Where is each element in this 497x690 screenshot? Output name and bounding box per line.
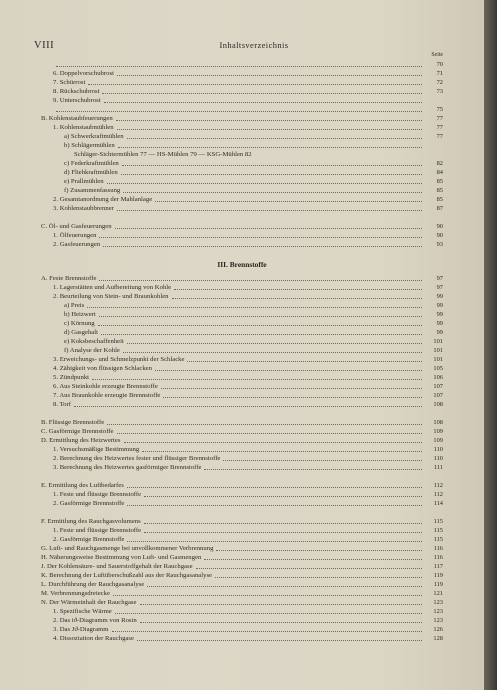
toc-entry-label: Schläger-Sichtermühlen 77 — HS-Mühlen 79 — KSG-Mühlen 82	[74, 151, 252, 158]
toc-entry-page: 93	[436, 241, 443, 248]
toc-entry-page: 101	[433, 356, 443, 363]
toc-entry	[41, 60, 443, 69]
dot-leader	[196, 567, 422, 569]
toc-entry-label: 1. Ölfeuerungen	[53, 232, 97, 239]
toc-entry-label: 2. Gesamtanordnung der Mahlanlage	[53, 196, 153, 203]
dot-leader	[101, 333, 422, 335]
toc-entry	[41, 598, 443, 607]
toc-entry	[41, 274, 443, 283]
toc-entry-label: 1. Kohlenstaubmühlen	[53, 124, 114, 131]
toc-entry-page: 116	[433, 554, 443, 561]
toc-entry	[41, 292, 443, 301]
toc-entry-page: 108	[433, 419, 443, 426]
dot-leader	[163, 396, 422, 398]
toc-entry-label: 2. Beurteilung von Stein- und Braunkohlen	[53, 293, 169, 300]
toc-entry	[41, 240, 443, 249]
toc-entry-page: 123	[433, 608, 443, 615]
toc-entry-label: a) Schwerkraftmühlen	[64, 133, 124, 140]
toc-entry	[41, 78, 443, 87]
dot-leader	[122, 164, 422, 166]
dot-leader	[127, 540, 422, 542]
dot-leader	[144, 531, 422, 533]
running-title: Inhaltsverzeichnis	[219, 40, 289, 50]
toc-entry	[41, 391, 443, 400]
toc-entry-page: 99	[436, 329, 443, 336]
dot-leader	[117, 209, 422, 211]
toc-entry-label: 2. Gasfeuerungen	[53, 241, 101, 248]
toc-entry-label: H. Näherungsweise Bestimmung von Luft- und Gasmengen	[41, 554, 202, 561]
toc-entry	[41, 195, 443, 204]
toc-entry-label: 2. Das iϑ-Diagramm von Rosin	[53, 617, 137, 624]
toc-entry-label: c) Federkraftmühlen	[64, 160, 119, 167]
toc-entry	[41, 132, 443, 141]
toc-entry-page: 119	[433, 581, 443, 588]
toc-entry-label: b) Schlägermühlen	[64, 142, 115, 149]
toc-entry-page: 77	[436, 133, 443, 140]
toc-entry-label: d) Gasgehalt	[64, 329, 98, 336]
toc-entry-label: 1. Feste und flüssige Brennstoffe	[53, 527, 142, 534]
toc-entry	[41, 355, 443, 364]
toc-entry	[41, 114, 443, 123]
toc-entry	[41, 337, 443, 346]
dot-leader	[123, 351, 422, 353]
toc-entry-page: 126	[433, 626, 443, 633]
toc-entry-label: 1. Versuchsmäßige Bestimmung	[53, 446, 140, 453]
dot-leader	[144, 495, 422, 497]
toc-entry-label: M. Verbrennungsdreiecke	[41, 590, 110, 597]
toc-entry-page: 77	[436, 115, 443, 122]
toc-entry-page: 116	[433, 545, 443, 552]
toc-entry-page: 85	[436, 196, 443, 203]
toc-entry-label: 8. Rückschubrost	[53, 88, 100, 95]
dot-leader	[118, 146, 422, 148]
toc-entry	[41, 481, 443, 490]
toc-entry-label: d) Fliehkraftmühlen	[64, 169, 118, 176]
toc-entry-page: 119	[433, 572, 443, 579]
toc-entry	[41, 87, 443, 96]
toc-entry-page: 115	[433, 527, 443, 534]
toc-entry-page: 101	[433, 347, 443, 354]
toc-entry-label: A. Feste Brennstoffe	[41, 275, 97, 282]
toc-entry-page: 123	[433, 599, 443, 606]
toc-entry	[41, 634, 443, 643]
page-header	[34, 40, 474, 54]
toc-entry	[41, 616, 443, 625]
dot-leader	[99, 279, 422, 281]
toc-entry-page: 97	[436, 275, 443, 282]
toc-entry-page: 90	[436, 232, 443, 239]
toc-entry-page: 108	[433, 401, 443, 408]
dot-leader	[99, 236, 422, 238]
dot-leader	[127, 342, 422, 344]
toc-entry	[41, 427, 443, 436]
toc-entry-label: f) Analyse der Kohle	[64, 347, 120, 354]
toc-entry	[41, 69, 443, 78]
toc-entry-label: E. Ermittlung des Luftbedarfes	[41, 482, 124, 489]
toc-entry	[41, 490, 443, 499]
toc-entry	[41, 571, 443, 580]
toc-entry	[41, 382, 443, 391]
toc-entry	[41, 436, 443, 445]
toc-entry-label: 9. Unterschubrost	[53, 97, 101, 104]
toc-entry	[41, 310, 443, 319]
dot-leader	[104, 101, 422, 103]
dot-leader	[147, 585, 422, 587]
toc-entry-label: f) Zusammenfassung	[64, 187, 121, 194]
dot-leader	[98, 324, 422, 326]
toc-entry-label: 7. Aus Braunkohle erzeugte Brennstoffe	[53, 392, 161, 399]
dot-leader	[123, 191, 422, 193]
toc-entry-page: 110	[433, 455, 443, 462]
dot-leader	[115, 227, 422, 229]
dot-leader	[99, 315, 422, 317]
dot-leader	[140, 603, 422, 605]
dot-leader	[127, 137, 422, 139]
toc-entry-page: 112	[433, 491, 443, 498]
toc-entry-label: J. Der Kohlensäure- und Sauerstoffgehalt der Rauchgase	[41, 563, 193, 570]
toc-entry	[41, 553, 443, 562]
page-folio: VIII	[34, 40, 55, 51]
table-of-contents	[41, 60, 443, 643]
toc-entry-page: 121	[433, 590, 443, 597]
toc-entry-label: K. Berechnung der Luftüberschußzahl aus der Rauchgasanalyse	[41, 572, 213, 579]
toc-entry	[41, 625, 443, 634]
toc-entry	[41, 364, 443, 373]
dot-leader	[124, 441, 423, 443]
toc-entry-label: c) Körnung	[64, 320, 95, 327]
toc-entry	[41, 186, 443, 195]
toc-entry	[41, 328, 443, 337]
dot-leader	[121, 173, 422, 175]
toc-entry-label: 2. Gasförmige Brennstoffe	[53, 536, 125, 543]
toc-entry	[41, 123, 443, 132]
toc-entry	[41, 283, 443, 292]
toc-entry	[41, 418, 443, 427]
toc-entry	[41, 535, 443, 544]
toc-entry	[41, 168, 443, 177]
dot-leader	[155, 200, 422, 202]
toc-entry-page: 97	[436, 284, 443, 291]
toc-entry-label: F. Ermittlung des Rauchgasvolumens	[41, 518, 141, 525]
dot-leader	[56, 110, 422, 112]
toc-entry-label: 3. Das Jϑ-Diagramm	[53, 626, 109, 633]
toc-entry	[41, 400, 443, 409]
toc-entry-page: 105	[433, 365, 443, 372]
toc-entry	[41, 445, 443, 454]
dot-leader	[87, 306, 422, 308]
toc-entry-page: 111	[433, 464, 443, 471]
toc-entry-page: 99	[436, 293, 443, 300]
toc-entry-label: 2. Berechnung des Heizwertes fester und flüssiger Brennstoffe	[53, 455, 221, 462]
dot-leader	[140, 621, 422, 623]
toc-entry-page: 107	[433, 392, 443, 399]
toc-entry-label: 3. Berechnung des Heizwertes gasförmiger Brennstoffe	[53, 464, 202, 471]
toc-entry	[41, 589, 443, 598]
toc-entry-label: 1. Lagerstätten und Aufbereitung von Kohle	[53, 284, 172, 291]
toc-entry	[41, 96, 443, 105]
toc-entry-page: 115	[433, 536, 443, 543]
dot-leader	[142, 450, 422, 452]
toc-entry	[41, 607, 443, 616]
section-title: III. Brennstoffe	[217, 260, 267, 269]
dot-leader	[204, 468, 422, 470]
toc-entry-page: 107	[433, 383, 443, 390]
toc-entry-label: G. Luft- und Rauchgasmenge bei unvollkommener Verbrennung	[41, 545, 214, 552]
dot-leader	[117, 128, 422, 130]
toc-entry-label: N. Der Wärmeinhalt der Rauchgase	[41, 599, 137, 606]
toc-entry-label: b) Heizwert	[64, 311, 96, 318]
toc-entry	[41, 526, 443, 535]
toc-entry-page: 110	[433, 446, 443, 453]
dot-leader	[116, 119, 422, 121]
toc-entry-label: B. Kohlenstaubfeuerungen	[41, 115, 113, 122]
toc-entry-page: 85	[436, 187, 443, 194]
toc-entry-label: 4. Dissoziation der Rauchgase	[53, 635, 134, 642]
toc-entry-page: 117	[433, 563, 443, 570]
toc-entry-label: 3. Kohlenstaubbrenner	[53, 205, 114, 212]
toc-entry-page: 99	[436, 311, 443, 318]
dot-leader	[102, 92, 422, 94]
dot-leader	[161, 387, 422, 389]
toc-entry	[41, 544, 443, 553]
dot-leader	[174, 288, 422, 290]
toc-entry	[41, 319, 443, 328]
toc-entry	[41, 222, 443, 231]
toc-entry	[41, 562, 443, 571]
toc-part-brennstoffe	[41, 274, 443, 643]
toc-entry-page: 109	[433, 428, 443, 435]
toc-entry-page: 87	[436, 205, 443, 212]
toc-entry-page: 112	[433, 482, 443, 489]
toc-entry	[41, 580, 443, 589]
toc-entry-label: 3. Erweichungs- und Schmelzpunkt der Schlacke	[53, 356, 185, 363]
toc-entry	[41, 159, 443, 168]
toc-entry	[41, 150, 443, 159]
dot-leader	[117, 432, 423, 434]
dot-leader	[88, 83, 422, 85]
toc-entry	[41, 301, 443, 310]
dot-leader	[112, 630, 423, 632]
dot-leader	[155, 369, 422, 371]
toc-entry-label: 7. Schürrost	[53, 79, 86, 86]
toc-entry-page: 70	[436, 61, 443, 68]
toc-entry	[41, 346, 443, 355]
toc-entry-page: 99	[436, 302, 443, 309]
dot-leader	[223, 459, 422, 461]
toc-entry	[41, 463, 443, 472]
toc-entry-page: 84	[436, 169, 443, 176]
toc-entry-page: 73	[436, 88, 443, 95]
toc-entry-label: 6. Doppelvorschubrost	[53, 70, 114, 77]
dot-leader	[187, 360, 422, 362]
toc-entry-page: 101	[433, 338, 443, 345]
toc-entry-label: a) Preis	[64, 302, 85, 309]
toc-part-heizungen	[41, 60, 443, 249]
toc-entry-label: 2. Gasförmige Brennstoffe	[53, 500, 125, 507]
toc-entry-label: 5. Zündpunkt	[53, 374, 90, 381]
dot-leader	[204, 558, 422, 560]
toc-entry-page: 99	[436, 320, 443, 327]
dot-leader	[215, 576, 422, 578]
dot-leader	[127, 486, 422, 488]
toc-entry-page: 109	[433, 437, 443, 444]
toc-entry	[41, 499, 443, 508]
toc-entry-label: 8. Torf	[53, 401, 71, 408]
toc-entry-page: 72	[436, 79, 443, 86]
toc-entry	[41, 105, 443, 114]
dot-leader	[103, 245, 422, 247]
toc-entry	[41, 454, 443, 463]
toc-entry-label: 6. Aus Steinkohle erzeugte Brennstoffe	[53, 383, 158, 390]
toc-entry-page: 90	[436, 223, 443, 230]
toc-entry	[41, 204, 443, 213]
toc-entry-label: C. Gasförmige Brennstoffe	[41, 428, 114, 435]
dot-leader	[117, 74, 422, 76]
toc-entry-label: 4. Zähigkeit von flüssigen Schlacken	[53, 365, 152, 372]
dot-leader	[127, 504, 422, 506]
dot-leader	[113, 594, 422, 596]
toc-entry-label: 1. Spezifische Wärme	[53, 608, 112, 615]
dot-leader	[56, 65, 422, 67]
page-edge-shadow	[484, 0, 497, 690]
dot-leader	[107, 423, 422, 425]
toc-entry	[41, 231, 443, 240]
toc-entry-label: D. Ermittlung des Heizwertes	[41, 437, 121, 444]
toc-entry-label: C. Öl- und Gasfeuerungen	[41, 223, 112, 230]
toc-entry	[41, 517, 443, 526]
toc-entry-page: 123	[433, 617, 443, 624]
toc-entry-page: 106	[433, 374, 443, 381]
toc-entry-label: e) Prallmühlen	[64, 178, 104, 185]
toc-entry-page: 114	[433, 500, 443, 507]
toc-entry-page: 71	[436, 70, 443, 77]
toc-entry-page: 75	[436, 106, 443, 113]
dot-leader	[172, 297, 422, 299]
toc-entry-page: 82	[436, 160, 443, 167]
dot-leader	[216, 549, 422, 551]
toc-entry-page: 77	[436, 124, 443, 131]
toc-entry	[41, 177, 443, 186]
page-column-heading: Seite	[431, 52, 443, 58]
dot-leader	[115, 612, 422, 614]
dot-leader	[137, 639, 422, 641]
toc-entry-label: 1. Feste und flüssige Brennstoffe	[53, 491, 142, 498]
toc-entry-label: L. Durchführung der Rauchgasanalyse	[41, 581, 145, 588]
dot-leader	[107, 182, 422, 184]
toc-entry-label: B. Flüssige Brennstoffe	[41, 419, 105, 426]
toc-entry-page: 85	[436, 178, 443, 185]
toc-entry	[41, 141, 443, 150]
toc-entry-label: e) Koksbeschaffenheit	[64, 338, 124, 345]
toc-entry	[41, 373, 443, 382]
toc-entry-page: 115	[433, 518, 443, 525]
dot-leader	[74, 405, 422, 407]
dot-leader	[92, 378, 422, 380]
dot-leader	[144, 522, 422, 524]
toc-entry-page: 128	[433, 635, 443, 642]
